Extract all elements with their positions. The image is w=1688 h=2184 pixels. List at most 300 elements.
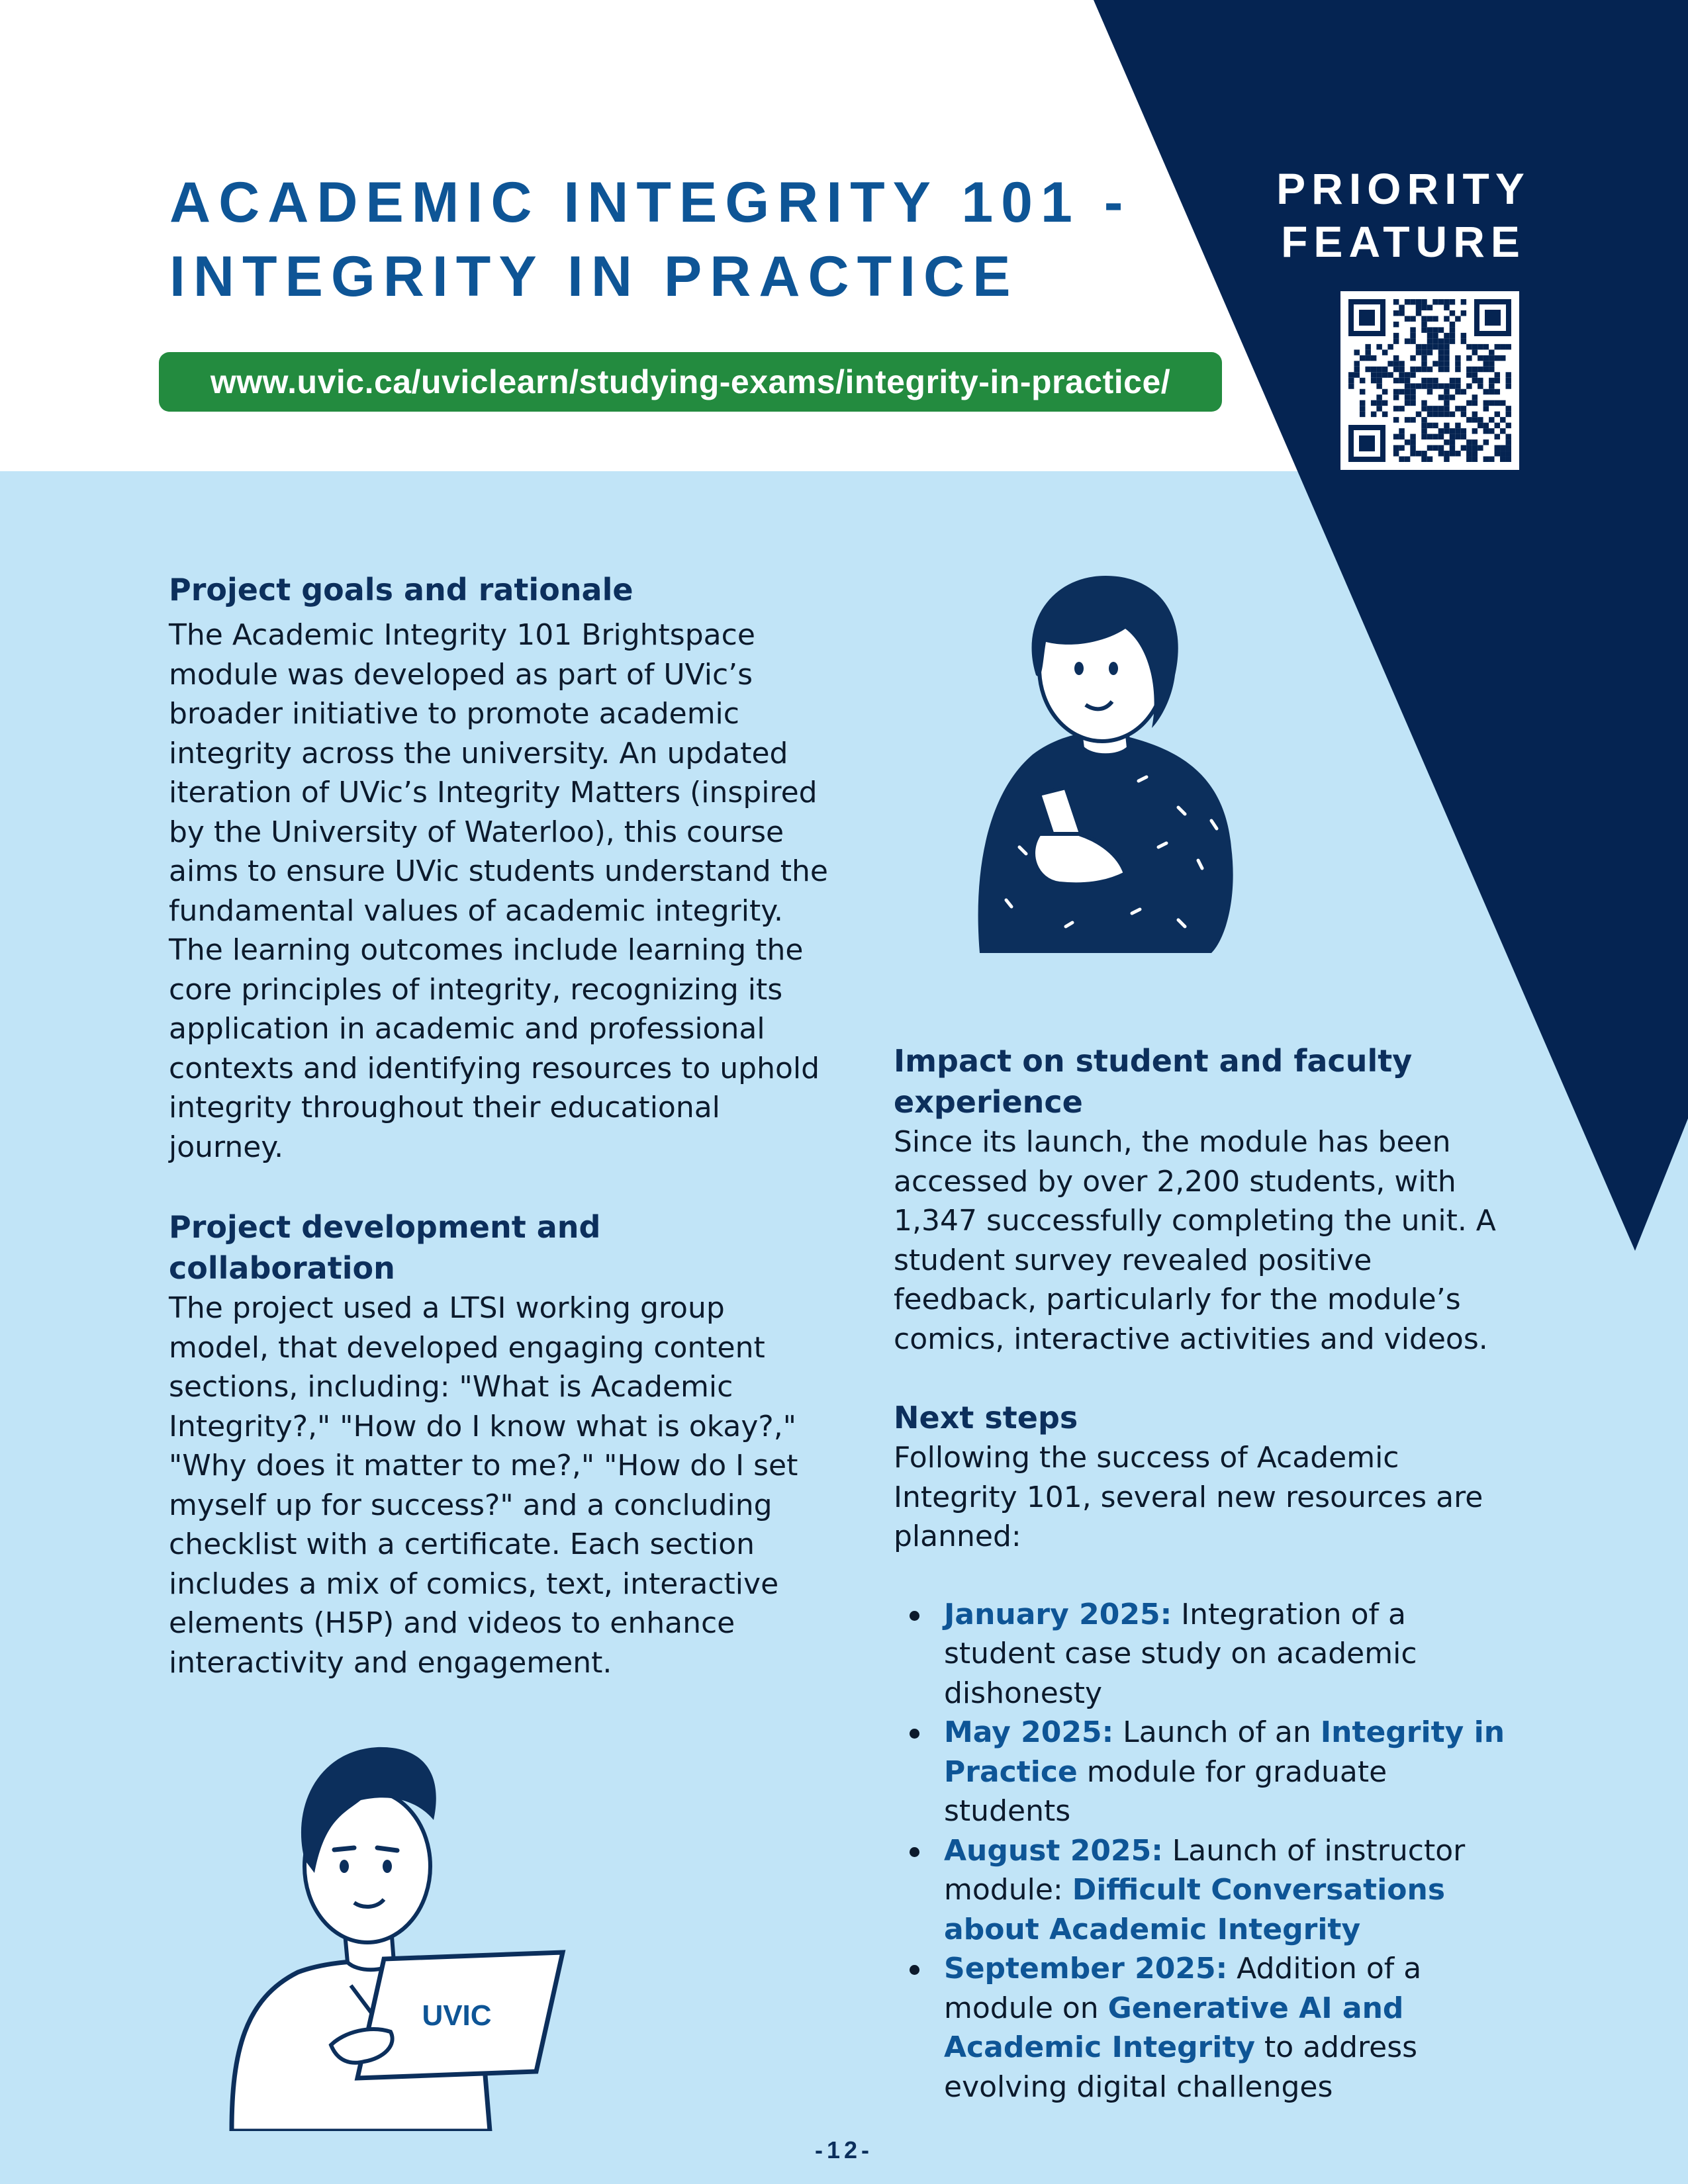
qr-module [1427,327,1432,332]
qr-module [1360,389,1365,394]
qr-module [1472,378,1477,383]
qr-module [1421,361,1427,366]
qr-module [1405,383,1410,388]
student-with-laptop-illustration [218,1734,589,2131]
qr-module [1506,423,1511,428]
woman-with-phone-illustration [960,569,1258,966]
qr-module [1382,389,1387,394]
qr-module [1489,428,1494,433]
qr-module [1506,344,1511,349]
qr-module [1477,355,1483,361]
qr-module [1438,355,1444,361]
qr-module [1500,428,1505,433]
goals-heading: Project goals and rationale [169,572,633,608]
qr-module [1421,316,1427,321]
qr-module [1427,304,1432,310]
qr-module [1432,378,1438,383]
qr-module [1421,457,1427,462]
qr-module [1444,394,1449,400]
qr-module [1450,299,1455,304]
qr-module [1432,338,1438,343]
qr-module [1466,372,1472,377]
qr-module [1360,412,1365,417]
qr-module [1450,327,1455,332]
qr-module [1444,389,1449,394]
qr-module [1421,327,1427,332]
qr-module [1444,383,1449,388]
qr-module [1405,372,1410,377]
qr-module [1444,355,1449,361]
qr-module [1466,344,1472,349]
qr-module [1382,372,1387,377]
qr-module [1450,451,1455,456]
qr-module [1393,310,1399,316]
qr-module [1405,394,1410,400]
qr-module [1393,367,1399,372]
qr-module [1472,372,1477,377]
qr-module [1427,434,1432,439]
qr-module [1477,378,1483,383]
qr-module [1393,361,1399,366]
qr-module [1405,389,1410,394]
qr-module [1376,344,1382,349]
qr-module [1461,333,1466,338]
qr-module [1427,406,1432,411]
qr-module [1421,378,1427,383]
qr-module [1360,400,1365,406]
qr-module [1444,299,1449,304]
qr-module [1495,434,1500,439]
qr-module [1483,367,1489,372]
qr-module [1500,417,1505,422]
qr-module [1421,451,1427,456]
qr-module [1421,383,1427,388]
qr-module [1410,445,1415,451]
qr-module [1432,412,1438,417]
qr-module [1371,412,1376,417]
qr-module [1477,445,1483,451]
qr-module [1371,372,1376,377]
qr-module [1495,344,1500,349]
qr-module [1466,383,1472,388]
qr-module [1506,451,1511,456]
qr-module [1354,349,1359,355]
priority-feature-badge [1244,162,1562,268]
qr-module [1472,428,1477,433]
item-text-end: to address evolving digital challenges [944,2030,1418,2104]
qr-module [1506,412,1511,417]
qr-module [1461,310,1466,316]
left-column [169,569,831,1682]
qr-module [1506,457,1511,462]
qr-module [1461,338,1466,343]
qr-module [1495,400,1500,406]
qr-module [1376,406,1382,411]
next-steps-list [894,1595,1523,2107]
qr-module [1399,310,1404,316]
qr-module [1461,434,1466,439]
qr-module [1410,316,1415,321]
qr-module [1427,378,1432,383]
qr-module [1477,383,1483,388]
qr-module [1416,304,1421,310]
qr-module [1410,389,1415,394]
item-highlight: Difficult Conversations about Academic Integrity [944,1873,1446,1946]
qr-module [1472,367,1477,372]
qr-module [1438,299,1444,304]
qr-module [1472,394,1477,400]
qr-module [1506,445,1511,451]
qr-module [1438,349,1444,355]
qr-module [1365,349,1370,355]
qr-module [1438,445,1444,451]
qr-module [1466,417,1472,422]
qr-module [1421,406,1427,411]
qr-module [1421,367,1427,372]
qr-module [1438,383,1444,388]
item-text-end: module for graduate students [944,1754,1387,1828]
url-link[interactable]: www.uvic.ca/uviclearn/studying-exams/integrity-in-practice/ [159,352,1222,412]
qr-module [1506,378,1511,383]
qr-code[interactable] [1340,291,1519,470]
item-highlight: Integrity in Practice [944,1715,1505,1789]
qr-module [1371,367,1376,372]
item-text: Launch of an [1113,1715,1321,1749]
qr-module [1455,423,1460,428]
qr-module [1393,451,1399,456]
qr-module [1466,457,1472,462]
qr-module [1376,383,1382,388]
qr-module [1405,299,1410,304]
qr-module [1495,445,1500,451]
qr-module [1438,428,1444,433]
qr-module [1371,355,1376,361]
qr-module [1432,445,1438,451]
qr-module [1438,344,1444,349]
qr-module [1444,406,1449,411]
qr-module [1455,451,1460,456]
qr-module [1410,327,1415,332]
qr-module [1444,457,1449,462]
qr-module [1410,417,1415,422]
impact-body: Since its launch, the module has been accessed by over 2,200 students, with 1,347 successfully completing the unit. A student survey revealed positive feedback, particularly for the module’s comics, interactive activities and videos. [894,1125,1496,1356]
qr-module [1483,361,1489,366]
qr-module [1455,367,1460,372]
next-steps-heading: Next steps [894,1400,1078,1435]
qr-module [1483,428,1489,433]
qr-module [1444,316,1449,321]
qr-module [1450,310,1455,316]
qr-module [1477,344,1483,349]
qr-module [1461,445,1466,451]
qr-module [1393,338,1399,343]
qr-module [1444,412,1449,417]
qr-module [1483,406,1489,411]
qr-module [1438,434,1444,439]
qr-module [1393,333,1399,338]
qr-module [1393,394,1399,400]
qr-module [1399,304,1404,310]
item-text: Launch of instructor module: [944,1833,1466,1907]
qr-module [1472,344,1477,349]
qr-module [1495,451,1500,456]
qr-module [1450,445,1455,451]
qr-module [1410,439,1415,445]
qr-module [1376,372,1382,377]
qr-module [1506,372,1511,377]
qr-module [1432,361,1438,366]
qr-module [1506,383,1511,388]
qr-module [1432,299,1438,304]
qr-module [1432,406,1438,411]
qr-module [1472,349,1477,355]
qr-module [1421,417,1427,422]
qr-module [1387,344,1393,349]
page-title [169,165,1149,314]
qr-module [1410,372,1415,377]
next-steps-intro: Following the success of Academic Integrity 101, several new resources are planned: [894,1441,1483,1553]
qr-module [1387,361,1393,366]
qr-module [1455,378,1460,383]
qr-module [1495,355,1500,361]
qr-module [1421,322,1427,327]
qr-module [1432,383,1438,388]
qr-module [1461,406,1466,411]
qr-module [1432,344,1438,349]
list-item [944,1949,1523,2107]
qr-module [1432,333,1438,338]
qr-module [1489,349,1494,355]
qr-module [1500,451,1505,456]
page-number: -12- [814,2136,874,2163]
qr-module [1421,423,1427,428]
qr-module [1360,355,1365,361]
qr-module [1495,412,1500,417]
qr-module [1393,417,1399,422]
qr-module [1410,299,1415,304]
qr-module [1399,378,1404,383]
qr-module [1444,400,1449,406]
qr-module [1495,423,1500,428]
qr-module [1393,434,1399,439]
qr-module [1455,406,1460,411]
qr-module [1410,338,1415,343]
qr-module [1360,406,1365,411]
qr-module [1450,439,1455,445]
qr-module [1455,428,1460,433]
item-highlight: Generative AI and Academic Integrity [944,1991,1404,2064]
qr-module [1376,394,1382,400]
qr-module [1427,389,1432,394]
title-line-1: ACADEMIC INTEGRITY 101 - [169,171,1131,234]
qr-module [1405,400,1410,406]
qr-module [1382,412,1387,417]
qr-module [1489,378,1494,383]
qr-module [1405,378,1410,383]
qr-module [1472,445,1477,451]
qr-module [1348,383,1354,388]
qr-module [1376,400,1382,406]
qr-module [1387,372,1393,377]
qr-module [1444,367,1449,372]
qr-module [1427,344,1432,349]
qr-module [1444,349,1449,355]
qr-module [1410,400,1415,406]
title-line-2: INTEGRITY IN PRACTICE [169,245,1019,308]
qr-module [1410,355,1415,361]
qr-module [1416,310,1421,316]
qr-module [1376,378,1382,383]
item-date: August 2025: [944,1833,1163,1868]
qr-module [1348,372,1354,377]
qr-module [1450,434,1455,439]
qr-module [1427,457,1432,462]
qr-module [1444,451,1449,456]
qr-module [1461,412,1466,417]
qr-module [1500,355,1505,361]
qr-module [1466,400,1472,406]
qr-module [1495,389,1500,394]
qr-module [1472,439,1477,445]
qr-module [1421,304,1427,310]
qr-module [1427,367,1432,372]
qr-module [1427,383,1432,388]
qr-module [1450,383,1455,388]
qr-module [1382,367,1387,372]
qr-module [1376,367,1382,372]
list-item [944,1713,1523,1831]
impact-heading: Impact on student and faculty experience [894,1043,1413,1120]
qr-module [1489,417,1494,422]
qr-module [1495,372,1500,377]
qr-module [1438,338,1444,343]
qr-module [1393,406,1399,411]
item-date: May 2025: [944,1715,1114,1749]
qr-module [1438,451,1444,456]
qr-module [1427,412,1432,417]
qr-module [1489,367,1494,372]
qr-module [1466,445,1472,451]
qr-module [1405,316,1410,321]
qr-module [1472,457,1477,462]
qr-module [1466,439,1472,445]
qr-module [1354,372,1359,377]
qr-module [1506,434,1511,439]
qr-module [1483,389,1489,394]
qr-module [1450,394,1455,400]
qr-module [1472,400,1477,406]
qr-module [1461,389,1466,394]
qr-module [1421,344,1427,349]
qr-module [1410,383,1415,388]
qr-module [1438,412,1444,417]
development-body: The project used a LTSI working group model, that developed engaging content sections, including: "What is Academic Integrity?," "How do I know what is okay?," "Why does it matter to me?," "How do I set myself up for success?" and a concluding checklist with a certificate. Each section includes a mix of comics, text, interactive elements (H5P) and videos to enhance interactivity and engagement. [169,1291,798,1680]
qr-module [1393,445,1399,451]
qr-module [1455,389,1460,394]
badge-line-1: PRIORITY [1276,164,1530,213]
qr-module [1483,355,1489,361]
qr-module [1450,338,1455,343]
qr-module [1500,400,1505,406]
qr-module [1416,367,1421,372]
qr-module [1444,423,1449,428]
qr-module [1489,361,1494,366]
qr-module [1416,451,1421,456]
qr-module [1489,389,1494,394]
qr-module [1438,327,1444,332]
qr-module [1371,378,1376,383]
item-text: Addition of a module on [944,1952,1422,2025]
list-item [944,1595,1523,1713]
development-heading: Project development and collaboration [169,1209,601,1286]
qr-module [1399,372,1404,377]
qr-module [1410,333,1415,338]
qr-module [1450,322,1455,327]
qr-module [1477,417,1483,422]
qr-module [1438,406,1444,411]
qr-module [1427,333,1432,338]
badge-line-2: FEATURE [1281,217,1526,266]
qr-module [1444,439,1449,445]
qr-module [1416,349,1421,355]
item-date: January 2025: [944,1597,1172,1631]
qr-module [1365,355,1370,361]
qr-module [1483,423,1489,428]
qr-module [1399,434,1404,439]
qr-module [1354,361,1359,366]
qr-module [1444,333,1449,338]
qr-module [1466,355,1472,361]
qr-module [1455,355,1460,361]
qr-module [1472,451,1477,456]
right-column [894,1040,1523,2107]
qr-module [1506,406,1511,411]
qr-module [1455,361,1460,366]
qr-module [1393,389,1399,394]
qr-module [1483,400,1489,406]
qr-module [1438,367,1444,372]
qr-module [1461,428,1466,433]
goals-body: The Academic Integrity 101 Brightspace module was developed as part of UVic’s broader initiative to promote academic integrity across the university. An updated iteration of UVic’s Integrity Matters (inspired by the University of Waterloo), this course aims to ensure UVic students understand the fundamental values of academic integrity. The learning outcomes include learning the core principles of integrity, recognizing its application in academic and professional contexts and identifying resources to uphold integrity throughout their educational journey. [169,618,828,1164]
qr-module [1382,400,1387,406]
qr-module [1393,299,1399,304]
qr-module [1393,322,1399,327]
qr-module [1500,445,1505,451]
qr-module [1444,344,1449,349]
qr-module [1432,327,1438,332]
qr-module [1438,394,1444,400]
qr-module [1348,378,1354,383]
qr-module [1399,361,1404,366]
qr-module [1416,299,1421,304]
qr-module [1382,349,1387,355]
qr-module [1500,344,1505,349]
qr-module [1477,367,1483,372]
qr-module [1444,338,1449,343]
qr-module [1427,349,1432,355]
qr-module [1399,445,1404,451]
qr-module [1427,445,1432,451]
qr-module [1371,400,1376,406]
qr-module [1472,412,1477,417]
qr-module [1432,316,1438,321]
qr-module [1405,417,1410,422]
qr-module [1472,417,1477,422]
qr-module [1365,367,1370,372]
qr-module [1421,349,1427,355]
qr-module [1489,457,1494,462]
qr-module [1500,457,1505,462]
